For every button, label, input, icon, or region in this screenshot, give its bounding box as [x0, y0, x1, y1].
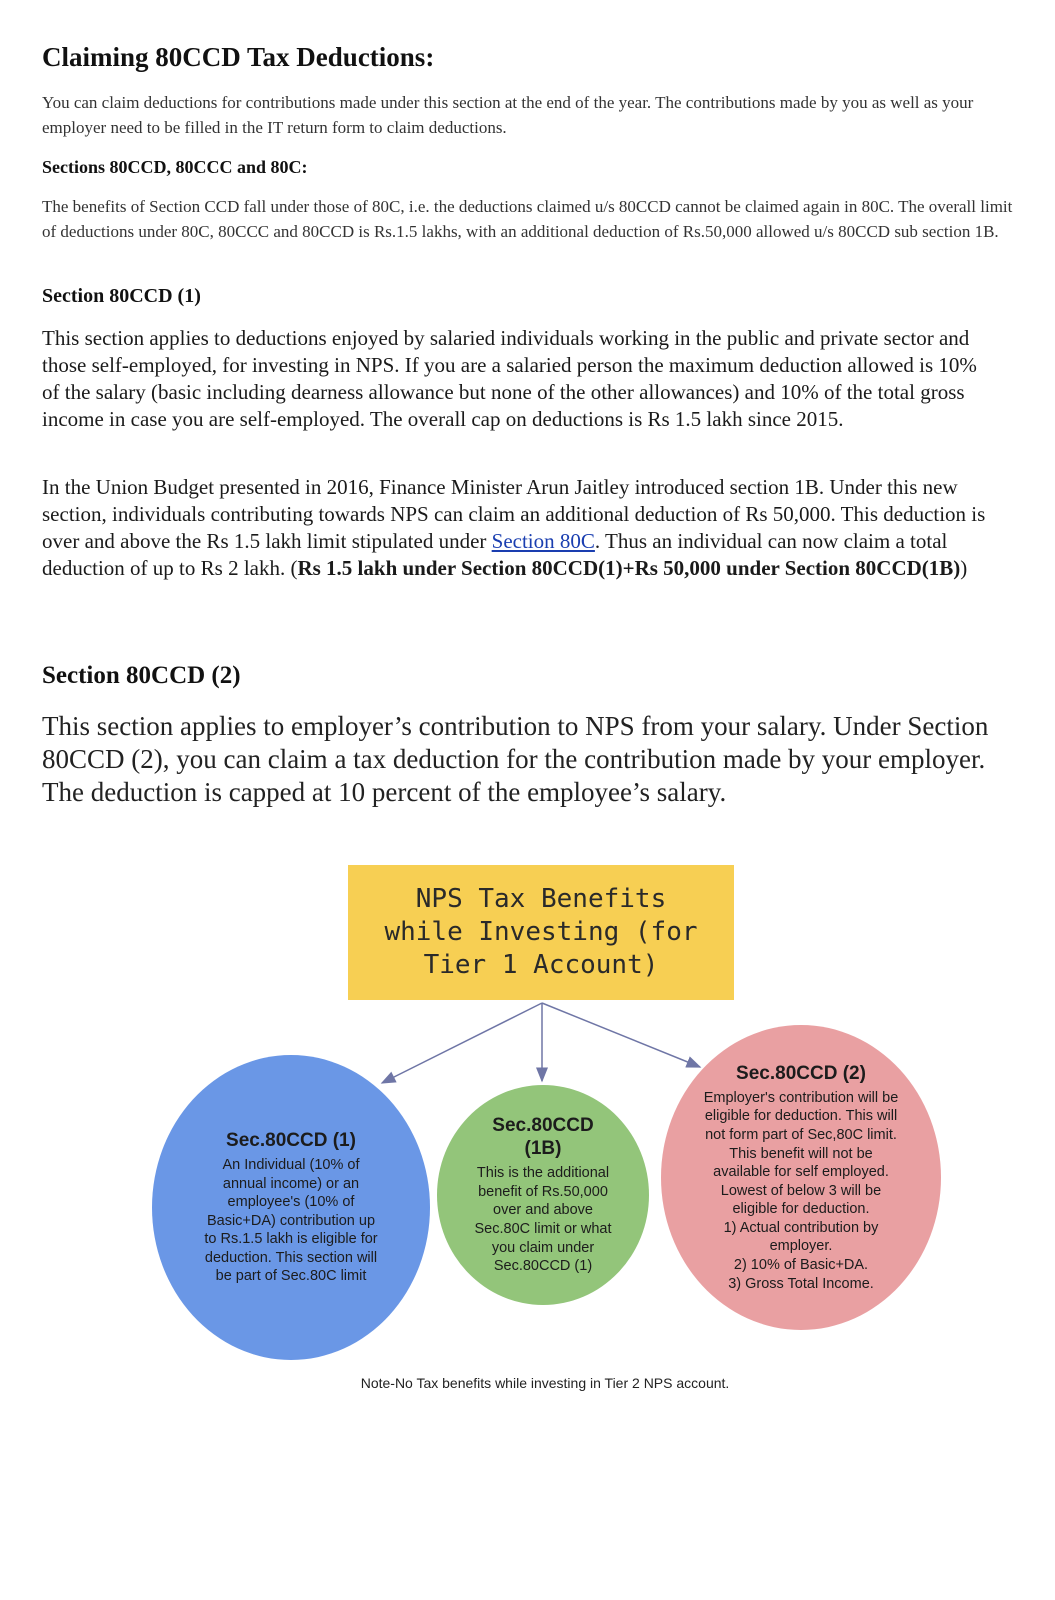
- tier1-benefits-box: [348, 865, 734, 1000]
- section-80ccd2-heading: Section 80CCD (2): [42, 662, 241, 689]
- nps-benefits-diagram: [0, 855, 1055, 1395]
- connector-left-arrow: [382, 1003, 542, 1083]
- tier2-note: Note-No Tax benefits while investing in Tier 2 NPS account.: [360, 1375, 730, 1391]
- circle-80ccd2-body: Employer's contribution will be eligible for deduction. This will not form part of Sec,80C limit. This benefit will not be available for self employed. Lowest of below 3 will be eligible for deduction.: [703, 1089, 899, 1218]
- circle-80ccd2-list-item: 2) 10% of Basic+DA.: [733, 1257, 869, 1274]
- section-80ccd1-heading: Section 80CCD (1): [42, 285, 201, 307]
- sections-heading: Sections 80CCD, 80CCC and 80C:: [42, 157, 308, 177]
- circle-80ccd2-title: Sec.80CCD (2): [736, 1062, 866, 1084]
- page-title: Claiming 80CCD Tax Deductions:: [42, 42, 435, 72]
- connector-right-arrow: [542, 1003, 700, 1067]
- tier1-benefits-title: NPS Tax Benefits while Investing (for Tier 1 Account): [384, 884, 698, 980]
- section-80c-link[interactable]: Section 80C: [491, 529, 595, 553]
- circle-80ccd1b: [437, 1085, 649, 1305]
- circle-80ccd2: [661, 1025, 941, 1330]
- section-80ccd2-paragraph: This section applies to employer’s contribution to NPS from your salary. Under Section 80CCD (2), you can claim a tax deduction for the contribution made by your employer. The deduction is capped at 10 percent of the employee’s salary.: [42, 711, 989, 807]
- section-80ccd1-paragraph-2: In the Union Budget presented in 2016, Finance Minister Arun Jaitley introduced section 1B. Under this new section, individuals contributing towards NPS can claim an additional deduction of Rs 50,000. This deduction is over and above the Rs 1.5 lakh limit stipulated under Section 80C. Thus an individual can now claim a total deduction of up to Rs 2 lakh. (Rs 1.5 lakh under Section 80CCD(1)+Rs 50,000 under Section 80CCD(1B)): [42, 475, 986, 580]
- section-80ccd1-paragraph-1: This section applies to deductions enjoyed by salaried individuals working in the public and private sector and those self-employed, for investing in NPS. If you are a salaried person the maximum deduction allowed is 10% of the salary (basic including dearness allowance but none of the other allowances) and 10% of the total gross income in case you are self-employed. The overall cap on deductions is Rs 1.5 lakh since 2015.: [42, 326, 977, 431]
- circle-80ccd1-body: An Individual (10% of annual income) or an employee's (10% of Basic+DA) contribution up to Rs.1.5 lakh is eligible for deduction. This section will be part of Sec.80C limit: [204, 1156, 378, 1285]
- circle-80ccd2-list-item: 3) Gross Total Income.: [728, 1275, 874, 1292]
- circle-80ccd1b-body: This is the additional benefit of Rs.50,000 over and above Sec.80C limit or what you claim under Sec.80CCD (1): [474, 1165, 612, 1275]
- sections-paragraph: The benefits of Section CCD fall under those of 80C, i.e. the deductions claimed u/s 80CCD cannot be claimed again in 80C. The overall limit of deductions under 80C, 80CCC and 80CCD is Rs.1.5 lakhs, with an additional deduction of Rs.50,000 allowed u/s 80CCD sub section 1B.: [42, 197, 1013, 241]
- total-deduction-bold: Rs 1.5 lakh under Section 80CCD(1)+Rs 50,000 under Section 80CCD(1B): [297, 556, 961, 580]
- intro-paragraph: You can claim deductions for contributions made under this section at the end of the year. The contributions made by you as well as your employer need to be filled in the IT return form to claim deductions.: [42, 93, 974, 137]
- circle-80ccd2-list-item: 1) Actual contribution by employer.: [723, 1219, 879, 1255]
- circle-80ccd1-title: Sec.80CCD (1): [226, 1129, 356, 1151]
- circle-80ccd1b-title: Sec.80CCD (1B): [492, 1115, 594, 1160]
- circle-80ccd1: [152, 1055, 430, 1360]
